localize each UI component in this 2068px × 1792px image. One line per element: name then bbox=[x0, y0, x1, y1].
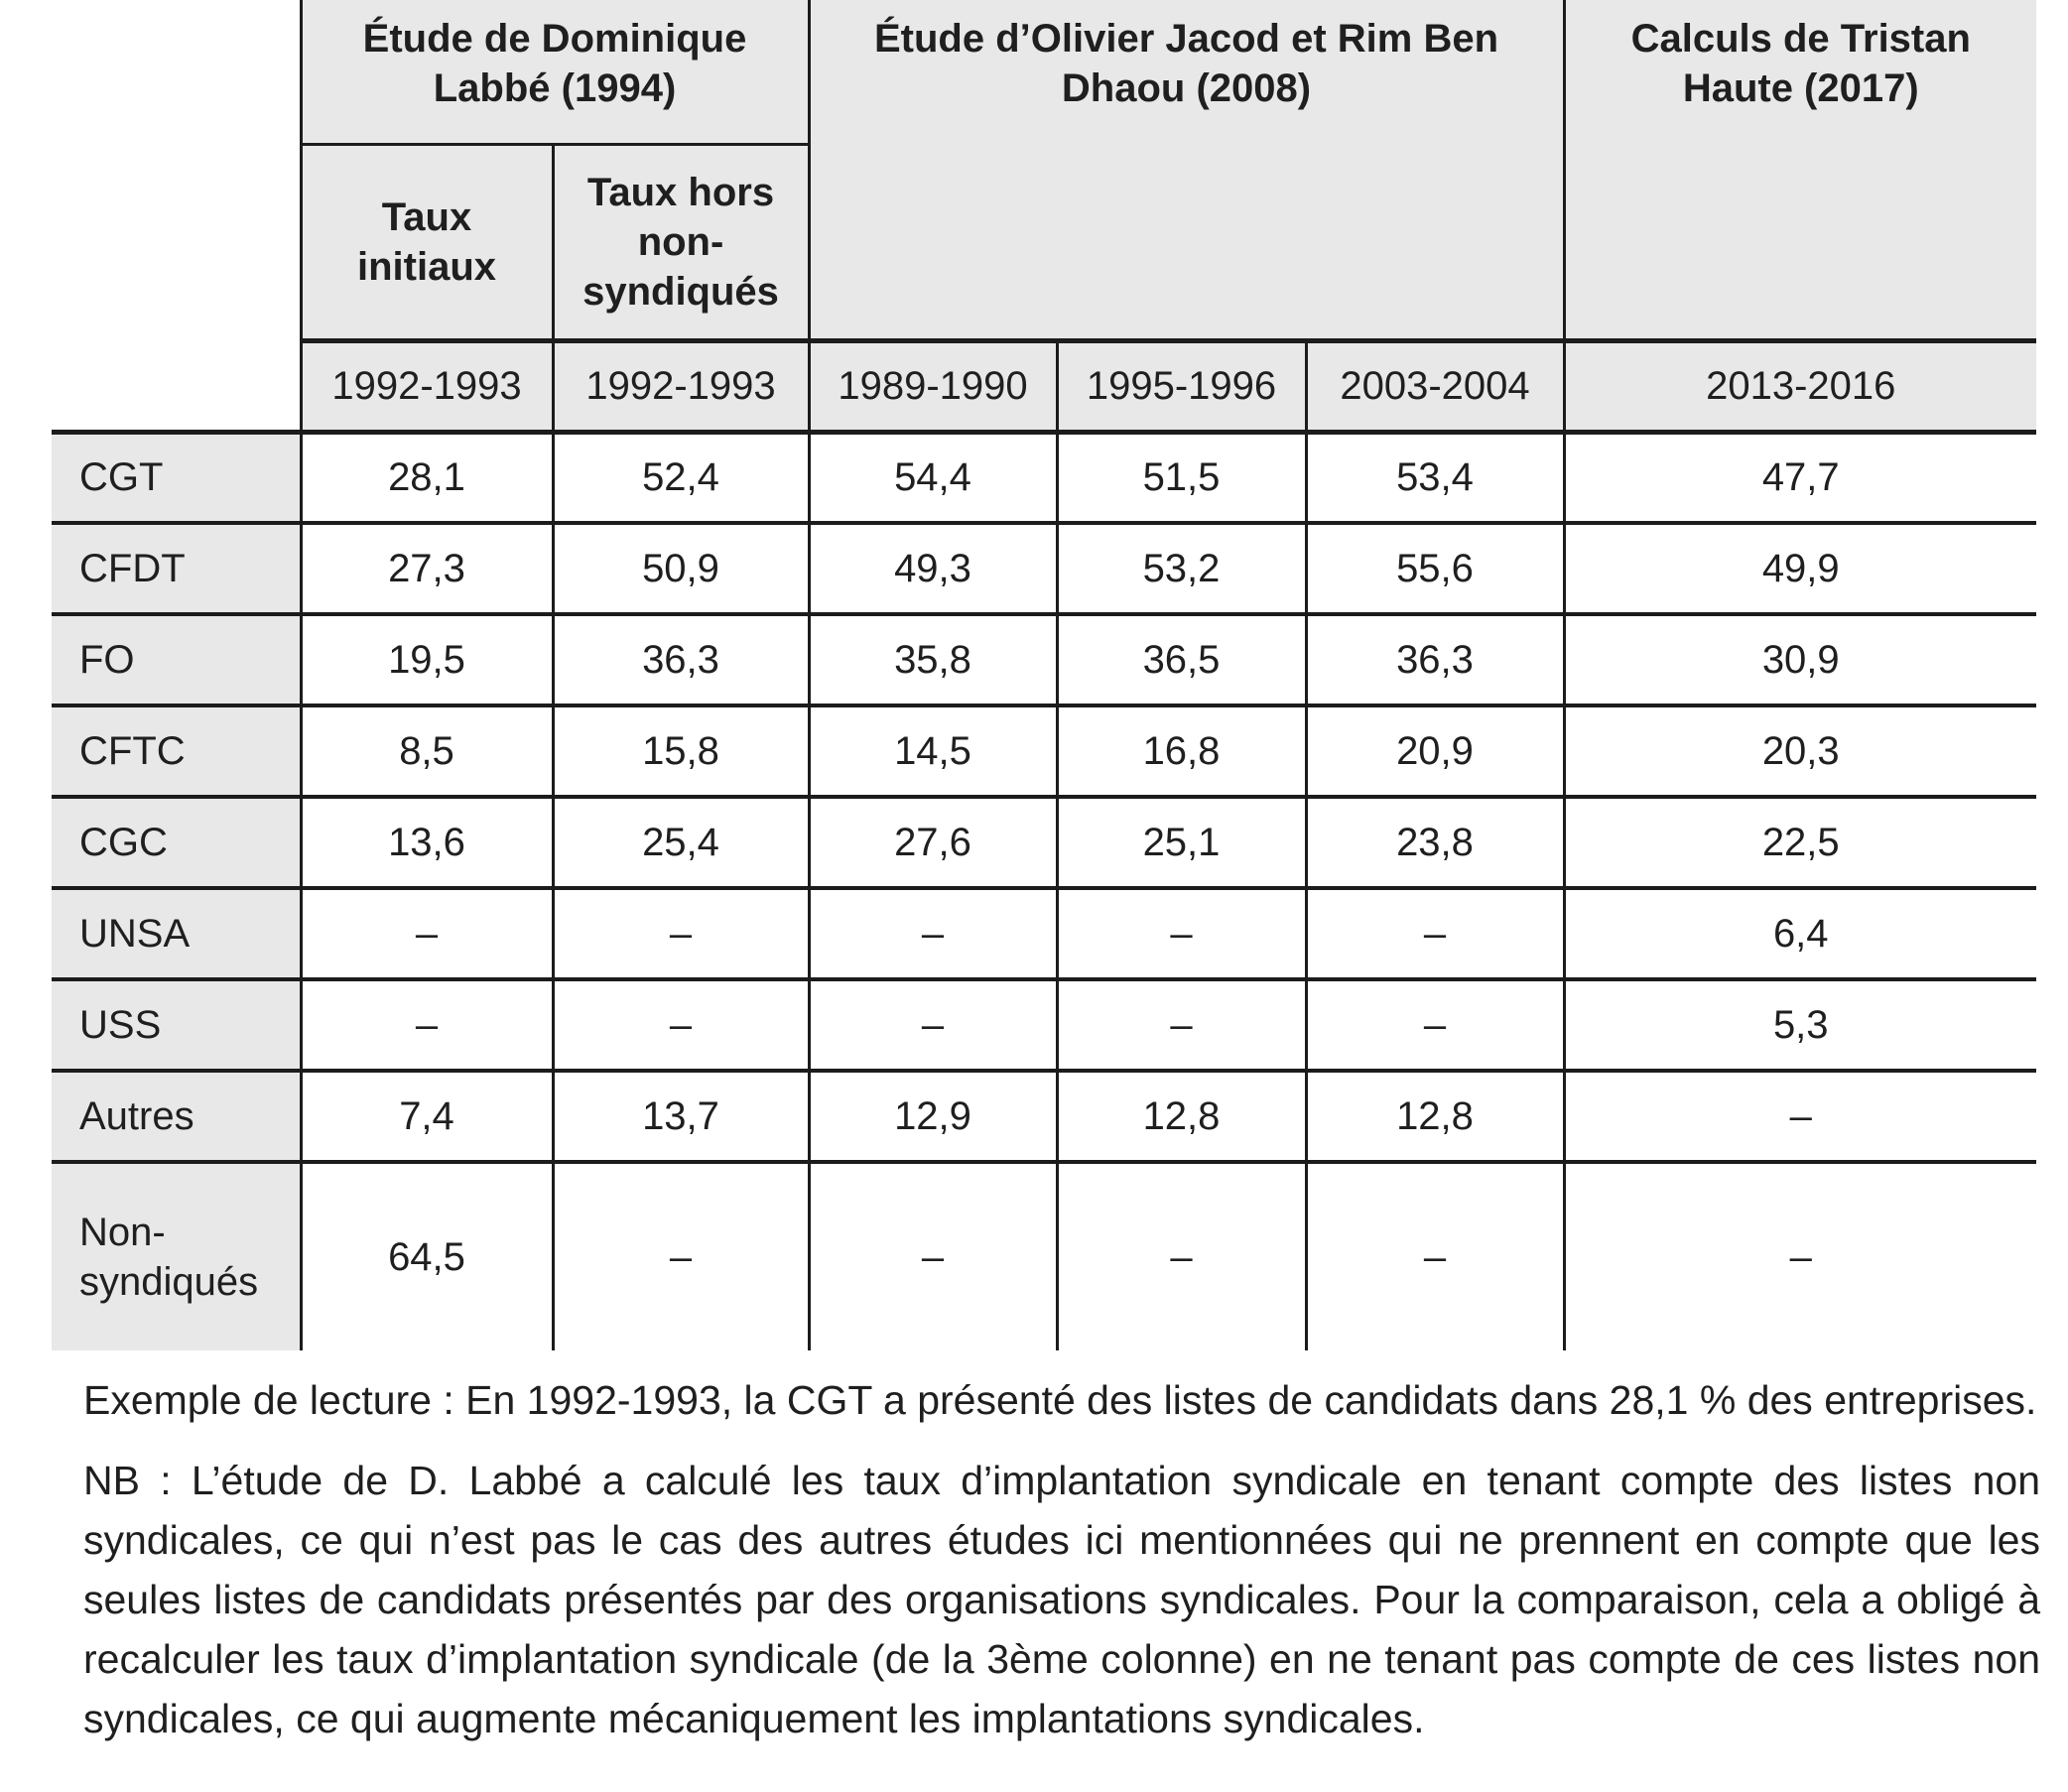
value-cell: 53,4 bbox=[1306, 432, 1564, 523]
value-cell: – bbox=[301, 888, 553, 979]
col-group-labbe bbox=[301, 0, 809, 144]
value-cell: 6,4 bbox=[1564, 888, 2036, 979]
value-cell: 50,9 bbox=[553, 523, 809, 614]
value-cell: – bbox=[553, 979, 809, 1071]
value-cell: – bbox=[1306, 888, 1564, 979]
value-cell: 49,9 bbox=[1564, 523, 2036, 614]
value-cell: 13,6 bbox=[301, 797, 553, 888]
table-row bbox=[52, 888, 2036, 979]
value-cell: 14,5 bbox=[809, 705, 1057, 797]
table-row bbox=[52, 432, 2036, 523]
value-cell: – bbox=[809, 888, 1057, 979]
value-cell: – bbox=[1306, 979, 1564, 1071]
value-cell: 23,8 bbox=[1306, 797, 1564, 888]
corner-cell bbox=[52, 0, 301, 432]
year-header: 2003-2004 bbox=[1306, 340, 1564, 432]
table-row bbox=[52, 1071, 2036, 1162]
row-label: Autres bbox=[52, 1071, 301, 1162]
row-label: UNSA bbox=[52, 888, 301, 979]
value-cell: 5,3 bbox=[1564, 979, 2036, 1071]
value-cell: 20,9 bbox=[1306, 705, 1564, 797]
value-cell: – bbox=[1057, 888, 1306, 979]
value-cell: 35,8 bbox=[809, 614, 1057, 705]
value-cell: 54,4 bbox=[809, 432, 1057, 523]
value-cell: 51,5 bbox=[1057, 432, 1306, 523]
table-row bbox=[52, 797, 2036, 888]
value-cell: 13,7 bbox=[553, 1071, 809, 1162]
value-cell: 55,6 bbox=[1306, 523, 1564, 614]
value-cell: 28,1 bbox=[301, 432, 553, 523]
row-label: CFTC bbox=[52, 705, 301, 797]
value-cell: 36,3 bbox=[1306, 614, 1564, 705]
value-cell: 25,1 bbox=[1057, 797, 1306, 888]
value-cell: – bbox=[809, 1162, 1057, 1350]
year-header: 1989-1990 bbox=[809, 340, 1057, 432]
value-cell: 20,3 bbox=[1564, 705, 2036, 797]
value-cell: – bbox=[1306, 1162, 1564, 1350]
value-cell: 22,5 bbox=[1564, 797, 2036, 888]
value-cell: 12,9 bbox=[809, 1071, 1057, 1162]
value-cell: – bbox=[809, 979, 1057, 1071]
value-cell: 12,8 bbox=[1057, 1071, 1306, 1162]
col-group-labbe-label: Étude de Dominique Labbé (1994) bbox=[362, 17, 747, 110]
value-cell: 36,3 bbox=[553, 614, 809, 705]
value-cell: 15,8 bbox=[553, 705, 809, 797]
row-label: CGT bbox=[52, 432, 301, 523]
value-cell: 25,4 bbox=[553, 797, 809, 888]
row-label: Non-syndiqués bbox=[52, 1162, 301, 1350]
table-row bbox=[52, 979, 2036, 1071]
value-cell: – bbox=[1057, 1162, 1306, 1350]
value-cell: – bbox=[553, 888, 809, 979]
row-label: FO bbox=[52, 614, 301, 705]
value-cell: 49,3 bbox=[809, 523, 1057, 614]
sub-header-taux-initiaux: Taux initiaux bbox=[301, 144, 553, 340]
col-group-haute bbox=[1564, 0, 2036, 340]
col-group-jacod bbox=[809, 0, 1564, 340]
value-cell: 8,5 bbox=[301, 705, 553, 797]
value-cell: – bbox=[1564, 1071, 2036, 1162]
col-group-haute-label: Calculs de Tristan Haute (2017) bbox=[1630, 17, 1971, 110]
value-cell: 12,8 bbox=[1306, 1071, 1564, 1162]
value-cell: 36,5 bbox=[1057, 614, 1306, 705]
year-header: 1992-1993 bbox=[553, 340, 809, 432]
row-label: CGC bbox=[52, 797, 301, 888]
col-group-jacod-label: Étude d’Olivier Jacod et Rim Ben Dhaou (2008) bbox=[873, 17, 1499, 110]
year-header: 2013-2016 bbox=[1564, 340, 2036, 432]
year-header: 1992-1993 bbox=[301, 340, 553, 432]
sub-header-taux-hors: Taux hors non-syndiqués bbox=[553, 144, 809, 340]
value-cell: 64,5 bbox=[301, 1162, 553, 1350]
value-cell: – bbox=[1057, 979, 1306, 1071]
value-cell: 27,3 bbox=[301, 523, 553, 614]
table-row bbox=[52, 523, 2036, 614]
row-label: CFDT bbox=[52, 523, 301, 614]
value-cell: – bbox=[1564, 1162, 2036, 1350]
nb-note: NB : L’étude de D. Labbé a calculé les taux d’implantation syndicale en tenant compte des listes non syndicales, ce qui n’est pas le cas des autres études ici mentionnées qui ne prennent en compte que les seules listes de candidats présentés par des organisations syndicales. Pour la comparaison, cela a obligé à recalculer les taux d’implantation syndicale (de la 3ème colonne) en ne tenant pas compte de ces listes non syndicales, ce qui augmente mécaniquement les implantations syndicales. bbox=[83, 1458, 2040, 1742]
reading-example-note: Exemple de lecture : En 1992-1993, la CGT a présenté des listes de candidats dans 28,1 % des entreprises. bbox=[83, 1377, 2037, 1423]
year-header: 1995-1996 bbox=[1057, 340, 1306, 432]
value-cell: 7,4 bbox=[301, 1071, 553, 1162]
value-cell: 27,6 bbox=[809, 797, 1057, 888]
value-cell: 16,8 bbox=[1057, 705, 1306, 797]
value-cell: 19,5 bbox=[301, 614, 553, 705]
table-row bbox=[52, 1162, 2036, 1350]
union-implantation-table bbox=[52, 0, 2036, 1350]
value-cell: 53,2 bbox=[1057, 523, 1306, 614]
value-cell: – bbox=[301, 979, 553, 1071]
value-cell: 47,7 bbox=[1564, 432, 2036, 523]
table-row bbox=[52, 705, 2036, 797]
row-label: USS bbox=[52, 979, 301, 1071]
footnotes bbox=[83, 1350, 2040, 1748]
table-row bbox=[52, 614, 2036, 705]
value-cell: 52,4 bbox=[553, 432, 809, 523]
value-cell: 30,9 bbox=[1564, 614, 2036, 705]
value-cell: – bbox=[553, 1162, 809, 1350]
